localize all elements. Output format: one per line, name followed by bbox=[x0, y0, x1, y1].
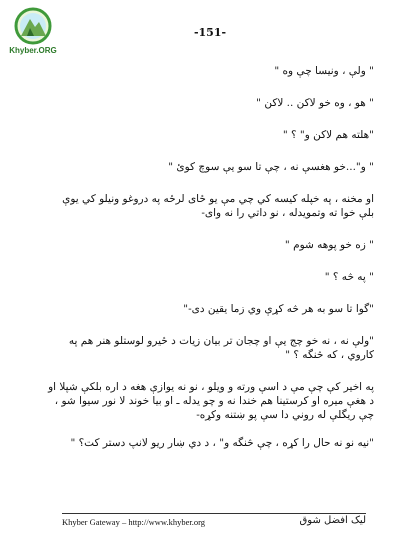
paragraph-3: "هلته هم لاكن و" ؟ " bbox=[282, 129, 374, 141]
paragraph-1: " ولې ، ونيسا چې وه " bbox=[274, 65, 374, 77]
page-number: -151- bbox=[193, 26, 227, 39]
paragraph-11: "نيه نو نه حال را كړه ، چې څنگه و" ، د دي ښار ريو لانپ دستر كت؟ " bbox=[70, 437, 374, 449]
footer-author: ليک افضل شوق bbox=[299, 515, 366, 526]
paragraph-8: "گوا تا سو به هر څه كړې وي زما يقين دى-" bbox=[183, 303, 374, 315]
footer-url: Khyber Gateway – http://www.khyber.org bbox=[62, 517, 206, 527]
page-body bbox=[44, 64, 374, 450]
paragraph-6: " زه خو پوهه شوم " bbox=[284, 239, 374, 251]
logo-text: Khyber.ORG bbox=[9, 46, 57, 55]
paragraph-5: او مخنه ، په خپله كيسه كي چي مې يو ځاى لرځه په دروغو ونيلو كي يوې بلې خوا ته وتمويدله ، نو داتي را نه واى- bbox=[62, 193, 374, 219]
paragraph-2: " هو ، وه خو لاكن .. لاكن " bbox=[256, 97, 374, 109]
footer-divider bbox=[62, 513, 366, 514]
paragraph-9: "ولې نه ، نه خو چج يې او چجان تر بيان زيات د ځيرو لوستلو هنر هم په كاروي ، كه څنگه ؟ " bbox=[68, 335, 374, 361]
paragraph-10: په اخير كې چې مې د اسې ورته و ويلو ، نو نه يوازې هغه د اره بلكې شپلا او د هغې ميره او كرستينا هم خندا نه و چو يدله ـ او بيا خوند لا نور سيوا شو ، چې ريگلې له روني دا سې پو ښتنه وكړه- bbox=[48, 381, 374, 421]
paragraph-4: " و"...خو هغسې نه ، چې تا سو يې سوچ كوئ " bbox=[168, 161, 374, 173]
paragraph-7: " په څه ؟ " bbox=[324, 271, 374, 283]
